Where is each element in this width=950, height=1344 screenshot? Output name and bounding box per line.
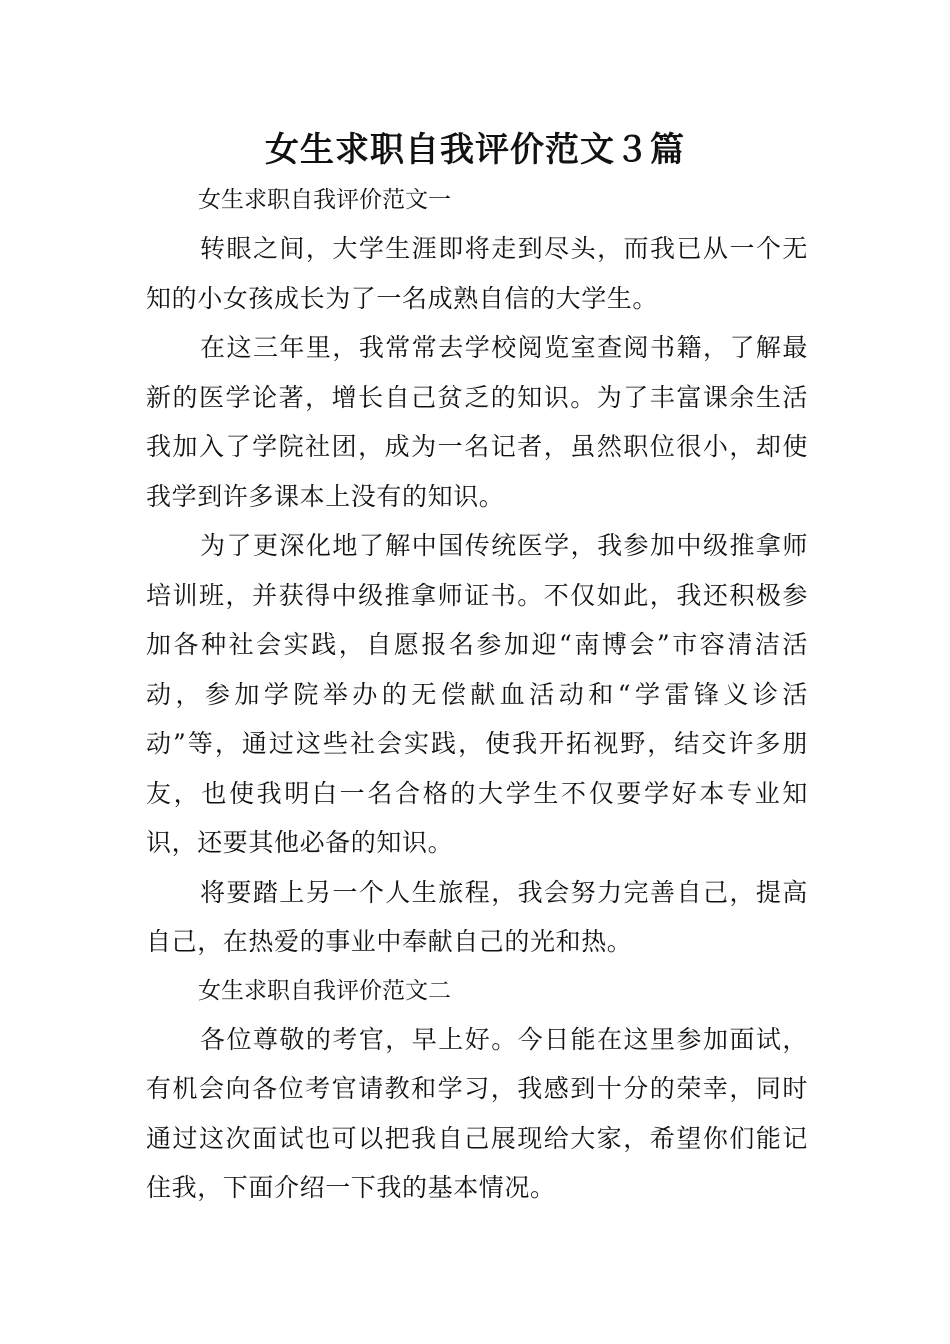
section-heading-1: 女生求职自我评价范文一 [198, 187, 451, 213]
paragraph: 各位尊敬的考官，早上好。今日能在这里参加面试，有机会向各位考官请教和学习，我感到十分的荣幸，同时通过这次面试也可以把我自己展现给大家，希望你们能记住我，下面介绍一下我的基本情况。 [146, 1024, 808, 1202]
document-body [146, 176, 808, 1213]
document-title: 女生求职自我评价范文３篇 [265, 130, 685, 170]
section-heading-2: 女生求职自我评价范文二 [198, 977, 451, 1004]
paragraph: 转眼之间，大学生涯即将走到尽头，而我已从一个无知的小女孩成长为了一名成熟自信的大学生。 [146, 234, 808, 313]
paragraph: 为了更深化地了解中国传统医学，我参加中级推拿师培训班，并获得中级推拿师证书。不仅如此，我还积极参加各种社会实践，自愿报名参加迎“南博会”市容清洁活动，参加学院举办的无偿献血活动和“学雷锋义诊活动”等，通过这些社会实践，使我开拓视野，结交许多朋友，也使我明白一名合格的大学生不仅要学好本专业知识，还要其他必备的知识。 [146, 531, 808, 857]
paragraph: 将要踏上另一个人生旅程，我会努力完善自己，提高自己，在热爱的事业中奉献自己的光和热。 [146, 877, 808, 956]
paragraph: 在这三年里，我常常去学校阅览室查阅书籍，了解最新的医学论著，增长自己贫乏的知识。为了丰富课余生活我加入了学院社团，成为一名记者，虽然职位很小，却使我学到许多课本上没有的知识。 [146, 333, 808, 511]
